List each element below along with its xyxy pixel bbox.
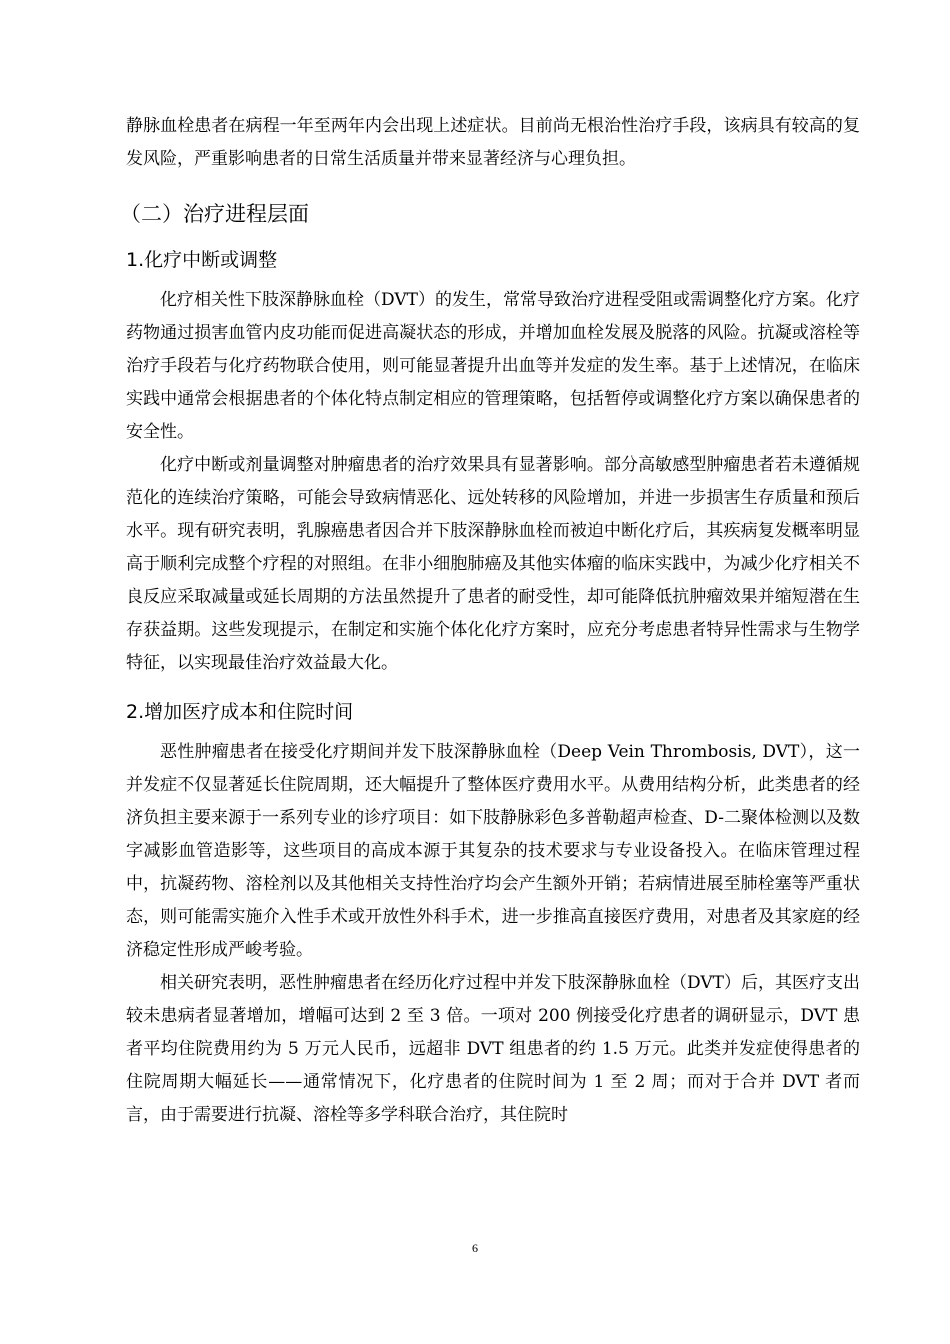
paragraph: 化疗相关性下肢深静脉血栓（DVT）的发生，常常导致治疗进程受阻或需调整化疗方案。化疗药物通过损害血管内皮功能而促进高凝状态的形成，并增加血栓发展及脱落的风险。抗凝或溶栓等治疗手段若与化疗药物联合使用，则可能显著提升出血等并发症的发生率。基于上述情况，在临床实践中通常会根据患者的个体化特点制定相应的管理策略，包括暂停或调整化疗方案以确保患者的安全性。: [126, 290, 860, 442]
page-number: 6: [472, 1241, 478, 1255]
subsection-heading-chemo-interruption: 1.化疗中断或调整: [126, 249, 278, 271]
paragraph: 相关研究表明，恶性肿瘤患者在经历化疗过程中并发下肢深静脉血栓（DVT）后，其医疗支出较未患病者显著增加，增幅可达到 2 至 3 倍。一项对 200 例接受化疗患者的调研显示，DVT 患者平均住院费用约为 5 万元人民币，远超非 DVT 组患者的约 1.5 万元。此类并发症使得患者的住院周期大幅延长——通常情况下，化疗患者的住院时间为 1 至 2 周；而对于合并 DVT 者而言，由于需要进行抗凝、溶栓等多学科联合治疗，其住院时: [126, 973, 860, 1125]
page-content: [120, 110, 860, 1132]
paragraph: 化疗中断或剂量调整对肿瘤患者的治疗效果具有显著影响。部分高敏感型肿瘤患者若未遵循规范化的连续治疗策略，可能会导致病情恶化、远处转移的风险增加，并进一步损害生存质量和预后水平。现有研究表明，乳腺癌患者因合并下肢深静脉血栓而被迫中断化疗后，其疾病复发概率明显高于顺利完成整个疗程的对照组。在非小细胞肺癌及其他实体瘤的临床实践中，为减少化疗相关不良反应采取减量或延长周期的方法虽然提升了患者的耐受性，却可能降低抗肿瘤效果并缩短潜在生存获益期。这些发现提示，在制定和实施个体化化疗方案时，应充分考虑患者特异性需求与生物学特征，以实现最佳治疗效益最大化。: [126, 455, 860, 673]
section-heading: （二）治疗进程层面: [120, 202, 309, 226]
paragraph: 恶性肿瘤患者在接受化疗期间并发下肢深静脉血栓（Deep Vein Thrombosis, DVT），这一并发症不仅显著延长住院周期，还大幅提升了整体医疗费用水平。从费用结构分析，此类患者的经济负担主要来源于一系列专业的诊疗项目：如下肢静脉彩色多普勒超声检查、D-二聚体检测以及数字减影血管造影等，这些项目的高成本源于其复杂的技术要求与专业设备投入。在临床管理过程中，抗凝药物、溶栓剂以及其他相关支持性治疗均会产生额外开销；若病情进展至肺栓塞等严重状态，则可能需实施介入性手术或开放性外科手术，进一步推高直接医疗费用，对患者及其家庭的经济稳定性形成严峻考验。: [126, 742, 860, 960]
subsection-heading-medical-cost: 2.增加医疗成本和住院时间: [126, 701, 354, 723]
paragraph-continuation: 静脉血栓患者在病程一年至两年内会出现上述症状。目前尚无根治性治疗手段，该病具有较高的复发风险，严重影响患者的日常生活质量并带来显著经济与心理负担。: [126, 116, 860, 169]
